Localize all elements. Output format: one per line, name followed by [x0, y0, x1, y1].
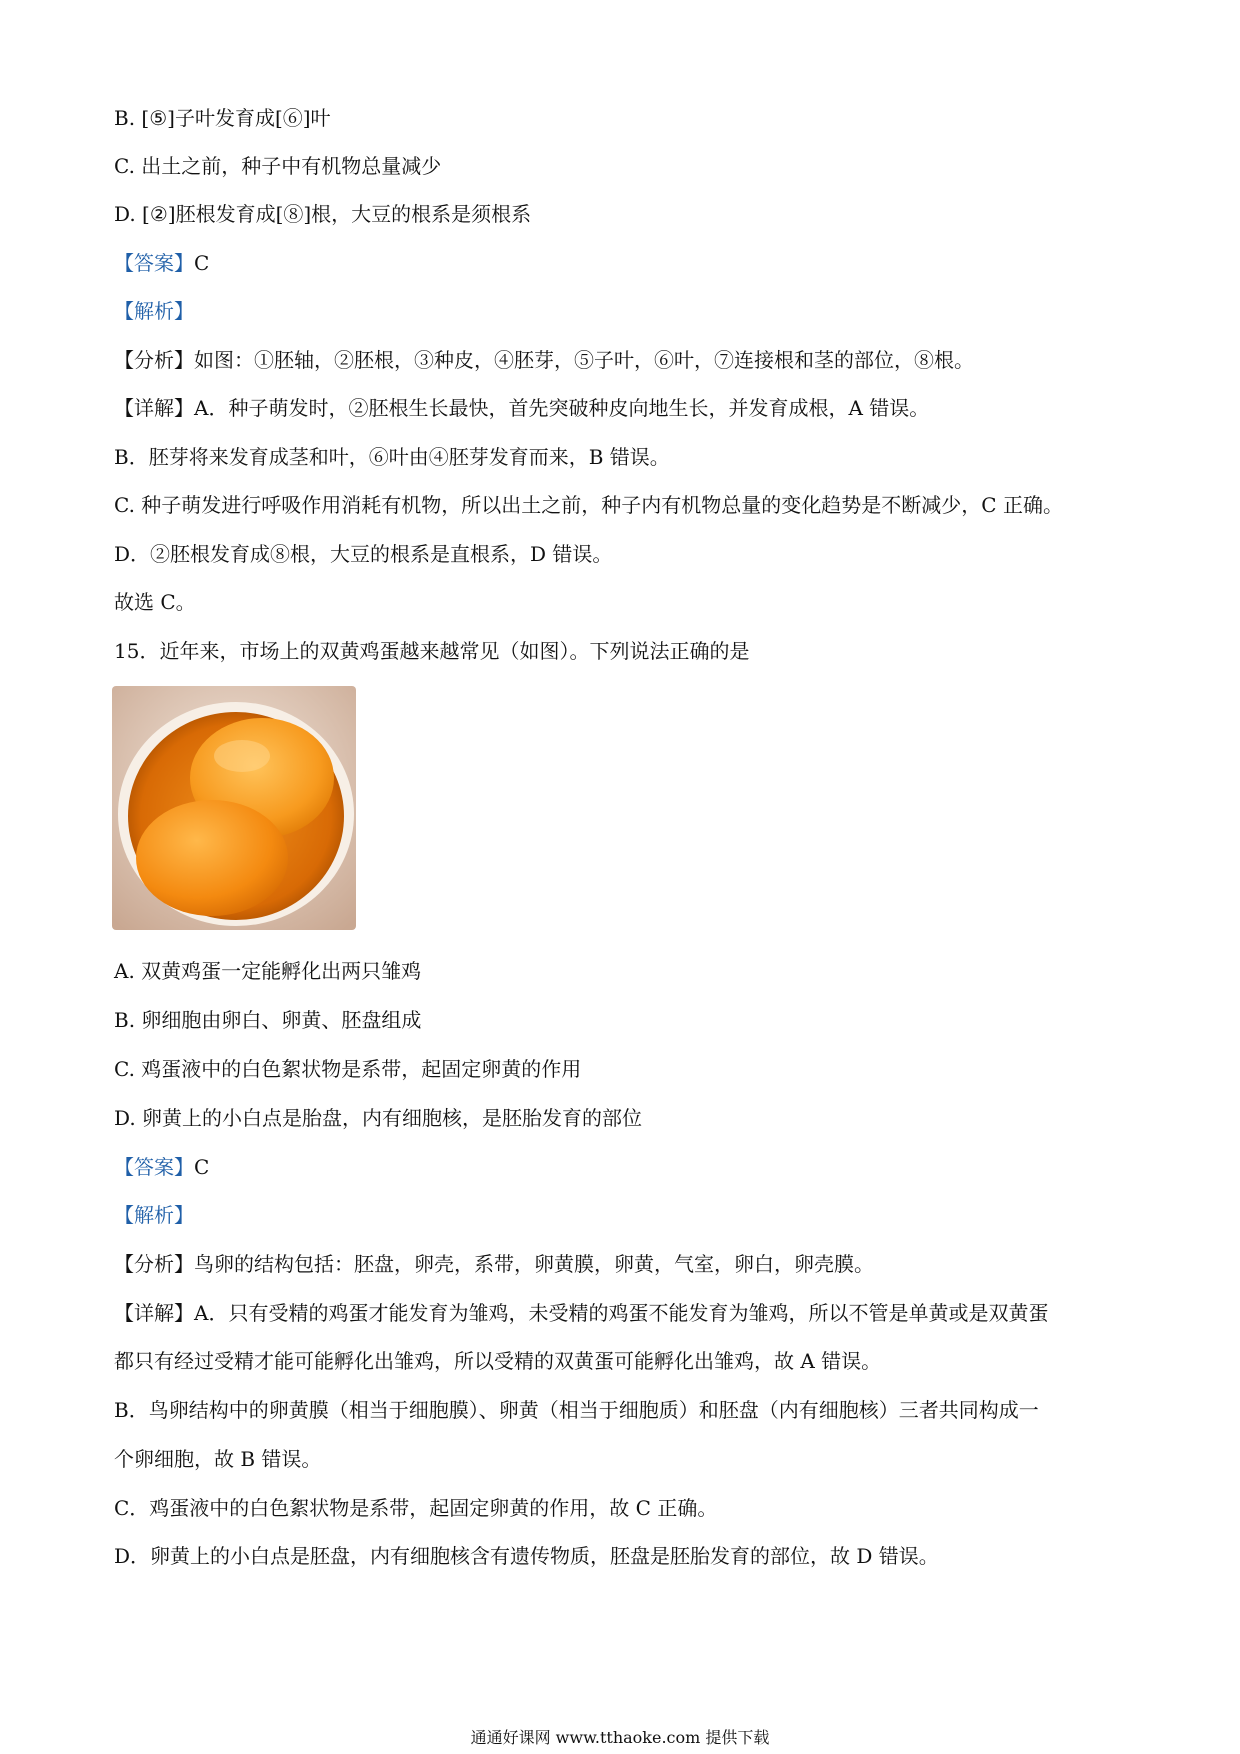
answer-tag: 【答案】 — [114, 251, 194, 275]
q15-option-c: C. 鸡蛋液中的白色絮状物是系带，起固定卵黄的作用 — [114, 1057, 582, 1081]
q14-analysis: 【分析】如图：①胚轴，②胚根，③种皮，④胚芽，⑤子叶，⑥叶，⑦连接根和茎的部位，⑧根。 — [114, 348, 974, 372]
q14-explain-tag: 【解析】 — [114, 299, 194, 323]
answer-value: C — [194, 1155, 210, 1179]
page-footer: 通通好课网 www.tthaoke.com 提供下载 — [470, 1728, 770, 1747]
answer-value: C — [194, 251, 210, 275]
answer-tag: 【答案】 — [114, 1155, 194, 1179]
q14-option-c: C. 出土之前，种子中有机物总量减少 — [114, 154, 442, 178]
q15-explain-tag: 【解析】 — [114, 1203, 194, 1227]
q14-option-d: D. [②]胚根发育成[⑧]根，大豆的根系是须根系 — [114, 202, 532, 226]
q15-option-a: A. 双黄鸡蛋一定能孵化出两只雏鸡 — [114, 959, 422, 983]
q15-option-d: D. 卵黄上的小白点是胎盘，内有细胞核，是胚胎发育的部位 — [114, 1106, 643, 1130]
q15-detail-d: D．卵黄上的小白点是胚盘，内有细胞核含有遗传物质，胚盘是胚胎发育的部位，故 D 错误。 — [114, 1544, 939, 1568]
q14-option-b: B. [⑤]子叶发育成[⑥]叶 — [114, 106, 331, 130]
q14-detail-a: 【详解】A．种子萌发时，②胚根生长最快，首先突破种皮向地生长，并发育成根，A 错误。 — [114, 396, 930, 420]
q14-answer — [114, 249, 209, 277]
q15-detail-a-line1: 【详解】A．只有受精的鸡蛋才能发育为雏鸡，未受精的鸡蛋不能发育为雏鸡，所以不管是单黄或是双黄蛋 — [114, 1301, 1049, 1325]
q15-analysis: 【分析】鸟卵的结构包括：胚盘，卵壳，系带，卵黄膜，卵黄，气室，卵白，卵壳膜。 — [114, 1252, 874, 1276]
q15-detail-b-line1: B．鸟卵结构中的卵黄膜（相当于细胞膜）、卵黄（相当于细胞质）和胚盘（内有细胞核）三者共同构成一 — [114, 1398, 1039, 1422]
q15-detail-a-line2: 都只有经过受精才能可能孵化出雏鸡，所以受精的双黄蛋可能孵化出雏鸡，故 A 错误。 — [114, 1349, 882, 1373]
q15-detail-c: C．鸡蛋液中的白色絮状物是系带，起固定卵黄的作用，故 C 正确。 — [114, 1496, 718, 1520]
q14-detail-c: C. 种子萌发进行呼吸作用消耗有机物，所以出土之前，种子内有机物总量的变化趋势是不断减少，C 正确。 — [114, 493, 1063, 517]
q15-stem: 15．近年来，市场上的双黄鸡蛋越来越常见（如图）。下列说法正确的是 — [114, 639, 750, 663]
q15-answer — [114, 1153, 209, 1181]
q15-option-b: B. 卵细胞由卵白、卵黄、胚盘组成 — [114, 1008, 422, 1032]
double-yolk-egg-image — [112, 686, 356, 930]
q14-conclusion: 故选 C。 — [114, 590, 196, 614]
q14-detail-b: B．胚芽将来发育成茎和叶，⑥叶由④胚芽发育而来，B 错误。 — [114, 445, 670, 469]
q14-detail-d: D．②胚根发育成⑧根，大豆的根系是直根系，D 错误。 — [114, 542, 613, 566]
q15-detail-b-line2: 个卵细胞，故 B 错误。 — [114, 1447, 322, 1471]
